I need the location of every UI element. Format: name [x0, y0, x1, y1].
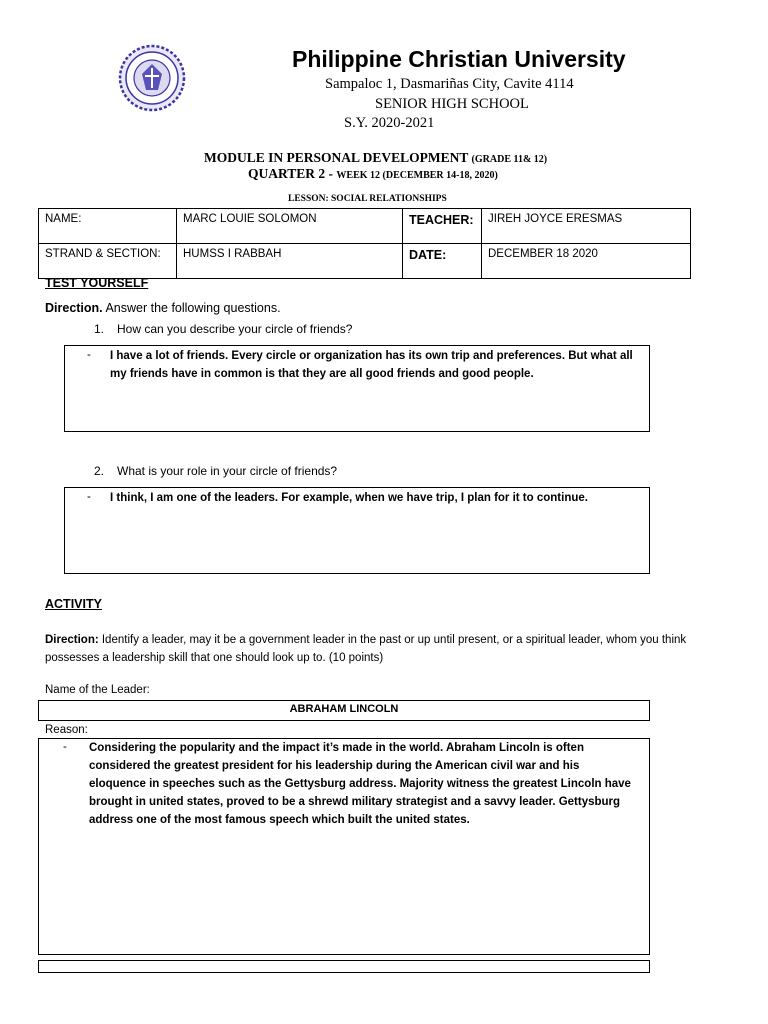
reason-box	[38, 738, 650, 955]
question-2-number: 2.	[94, 464, 105, 478]
teacher-label: TEACHER:	[403, 209, 482, 244]
lesson-title: LESSON: SOCIAL RELATIONSHIPS	[288, 194, 447, 204]
reason-label: Reason:	[45, 724, 88, 736]
leader-name: ABRAHAM LINCOLN	[38, 700, 650, 721]
table-row	[39, 244, 691, 279]
school-level: SENIOR HIGH SCHOOL	[375, 96, 529, 112]
name-label: NAME:	[39, 209, 177, 244]
answer-2-dash: -	[87, 491, 91, 503]
empty-row-box	[38, 960, 650, 973]
module-title	[204, 150, 547, 166]
table-row	[39, 209, 691, 244]
strand-value: HUMSS I RABBAH	[177, 244, 403, 279]
activity-direction	[45, 631, 705, 667]
leader-label: Name of the Leader:	[45, 684, 150, 696]
answer-1-text: I have a lot of friends. Every circle or organization has its own trip and preferences. But what all my friends have in common is that they are all good friends and good people.	[110, 350, 633, 380]
reason-dash: -	[63, 741, 67, 753]
school-year: S.Y. 2020-2021	[344, 115, 435, 131]
module-grade: (GRADE 11& 12)	[471, 154, 548, 165]
module-title-text: MODULE IN PERSONAL DEVELOPMENT	[204, 150, 469, 165]
student-info-table	[38, 208, 691, 279]
strand-label: STRAND & SECTION:	[39, 244, 177, 279]
answer-1-dash: -	[87, 349, 91, 361]
week-text: WEEK 12 (DECEMBER 14-18, 2020)	[336, 170, 498, 181]
question-1-text: How can you describe your circle of friends?	[117, 322, 353, 336]
test-direction	[45, 301, 281, 315]
answer-2-box	[64, 487, 650, 574]
university-name: Philippine Christian University	[292, 46, 626, 72]
test-yourself-heading: TEST YOURSELF	[45, 276, 149, 290]
question-2-text: What is your role in your circle of friends?	[117, 464, 338, 478]
answer-2-text: I think, I am one of the leaders. For example, when we have trip, I plan for it to continue.	[110, 492, 588, 504]
answer-1-box	[64, 345, 650, 432]
direction-text: Answer the following questions.	[102, 301, 281, 315]
activity-heading: ACTIVITY	[45, 597, 102, 611]
reason-text: Considering the popularity and the impact it’s made in the world. Abraham Lincoln is often considered the greatest president for his leadership during the American civil war and his eloquence in speeches such as the Gettysburg address. Majority witness the greatest Lincoln have brought in united states, proved to be a shrewd military strategist and a savvy leader. Gettysburg address one of the most famous speech which built the united states.	[89, 742, 631, 826]
question-1-number: 1.	[94, 322, 105, 336]
school-address: Sampaloc 1, Dasmariñas City, Cavite 4114	[325, 76, 574, 92]
quarter-line	[248, 166, 498, 182]
date-value: DECEMBER 18 2020	[482, 244, 691, 279]
university-seal-icon	[118, 44, 186, 112]
name-value: MARC LOUIE SOLOMON	[177, 209, 403, 244]
date-label: DATE:	[403, 244, 482, 279]
activity-direction-label: Direction:	[45, 634, 99, 646]
teacher-value: JIREH JOYCE ERESMAS	[482, 209, 691, 244]
direction-label: Direction.	[45, 301, 103, 315]
activity-direction-text: Identify a leader, may it be a government leader in the past or up until present, or a spiritual leader, whom you think possesses a leadership skill that one should look up to. (10 points)	[45, 634, 687, 664]
quarter-text: QUARTER 2 -	[248, 166, 334, 181]
